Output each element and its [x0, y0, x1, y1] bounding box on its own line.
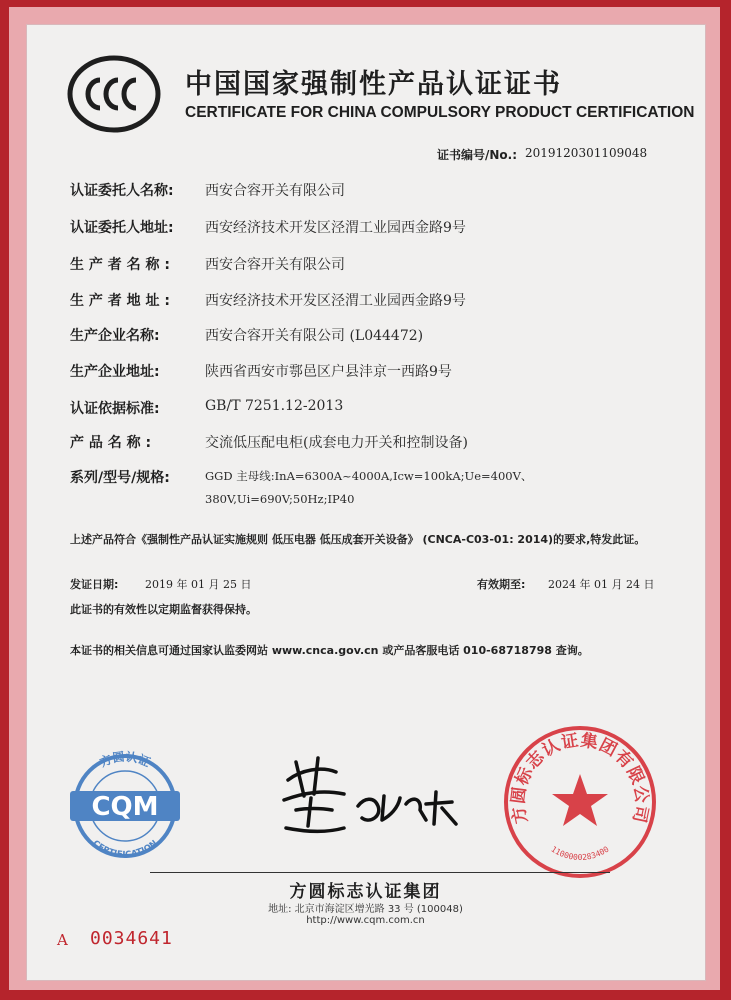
certificate-title-cn: 中国国家强制性产品认证证书 — [185, 69, 562, 100]
organization-website: http://www.cqm.com.cn — [306, 915, 425, 926]
field-value-model-spec-line1: GGD 主母线:InA=6300A~4000A,Icw=100kA;Ue=400V、 — [205, 469, 533, 483]
compliance-statement: 上述产品符合《强制性产品认证实施规则 低压电器 低压成套开关设备》 (CNCA-C03-01: 2014)的要求,特发此证。 — [70, 533, 646, 546]
cqm-top-text: 方圆认证 — [97, 749, 153, 770]
validity-note: 此证书的有效性以定期监督获得保持。 — [70, 603, 257, 616]
field-value-standard: GB/T 7251.12-2013 — [205, 398, 344, 414]
handwritten-signature — [266, 748, 476, 843]
field-label-model-spec: 系列/型号/规格: — [70, 470, 170, 486]
certificate-title-en: CERTIFICATE FOR CHINA COMPULSORY PRODUCT CERTIFICATION — [185, 104, 695, 121]
ccc-logo-icon — [66, 54, 162, 134]
cqm-bottom-text: CERTIFICATION — [90, 838, 160, 858]
expiry-date-value: 2024 年 01 月 24 日 — [548, 578, 655, 591]
issuing-organization: 方圆标志认证集团 — [289, 882, 442, 902]
field-value-factory-name: 西安合容开关有限公司 (L044472) — [205, 328, 424, 344]
field-value-model-spec-line2: 380V,Ui=690V;50Hz;IP40 — [205, 492, 355, 506]
cqm-text: CQM — [91, 792, 159, 822]
svg-text:1100000283400 — [549, 844, 610, 862]
official-seal — [500, 722, 660, 882]
field-label-manufacturer-name: 生 产 者 名 称 : — [70, 257, 170, 273]
field-value-applicant-address: 西安经济技术开发区泾渭工业园西金路9号 — [205, 220, 466, 236]
seal-text: 方圆标志认证集团有限公司 — [508, 730, 652, 826]
field-value-product-name: 交流低压配电柜(成套电力开关和控制设备) — [205, 435, 468, 451]
footer-divider — [150, 872, 610, 873]
field-value-applicant-name: 西安合容开关有限公司 — [205, 183, 345, 199]
issue-date-value: 2019 年 01 月 25 日 — [145, 578, 252, 591]
svg-text:方圆认证 — [97, 749, 153, 770]
field-label-applicant-name: 认证委托人名称: — [70, 183, 174, 199]
certificate-number-value: 2019120301109048 — [525, 146, 648, 160]
expiry-date-label: 有效期至: — [477, 578, 526, 591]
organization-address: 地址: 北京市海淀区增光路 33 号 (100048) — [268, 904, 463, 915]
serial-prefix: A — [57, 931, 68, 949]
field-label-manufacturer-address: 生 产 者 地 址 : — [70, 293, 170, 309]
field-value-manufacturer-name: 西安合容开关有限公司 — [205, 257, 345, 273]
serial-number: 0034641 — [90, 928, 173, 949]
field-label-standard: 认证依据标准: — [70, 401, 160, 417]
inquiry-note: 本证书的相关信息可通过国家认监委网站 www.cnca.gov.cn 或产品客服电话 010-68718798 查询。 — [70, 644, 589, 657]
certificate-number-label: 证书编号/No.: — [437, 148, 518, 162]
seal-number: 1100000283400 — [549, 844, 611, 862]
field-label-applicant-address: 认证委托人地址: — [70, 220, 174, 236]
field-label-product-name: 产 品 名 称 : — [70, 435, 152, 451]
field-value-manufacturer-address: 西安经济技术开发区泾渭工业园西金路9号 — [205, 293, 466, 309]
field-label-factory-name: 生产企业名称: — [70, 328, 160, 344]
field-value-factory-address: 陕西省西安市鄠邑区户县沣京一西路9号 — [205, 364, 452, 380]
field-label-factory-address: 生产企业地址: — [70, 364, 160, 380]
issue-date-label: 发证日期: — [70, 578, 119, 591]
cqm-logo-icon — [62, 748, 188, 858]
